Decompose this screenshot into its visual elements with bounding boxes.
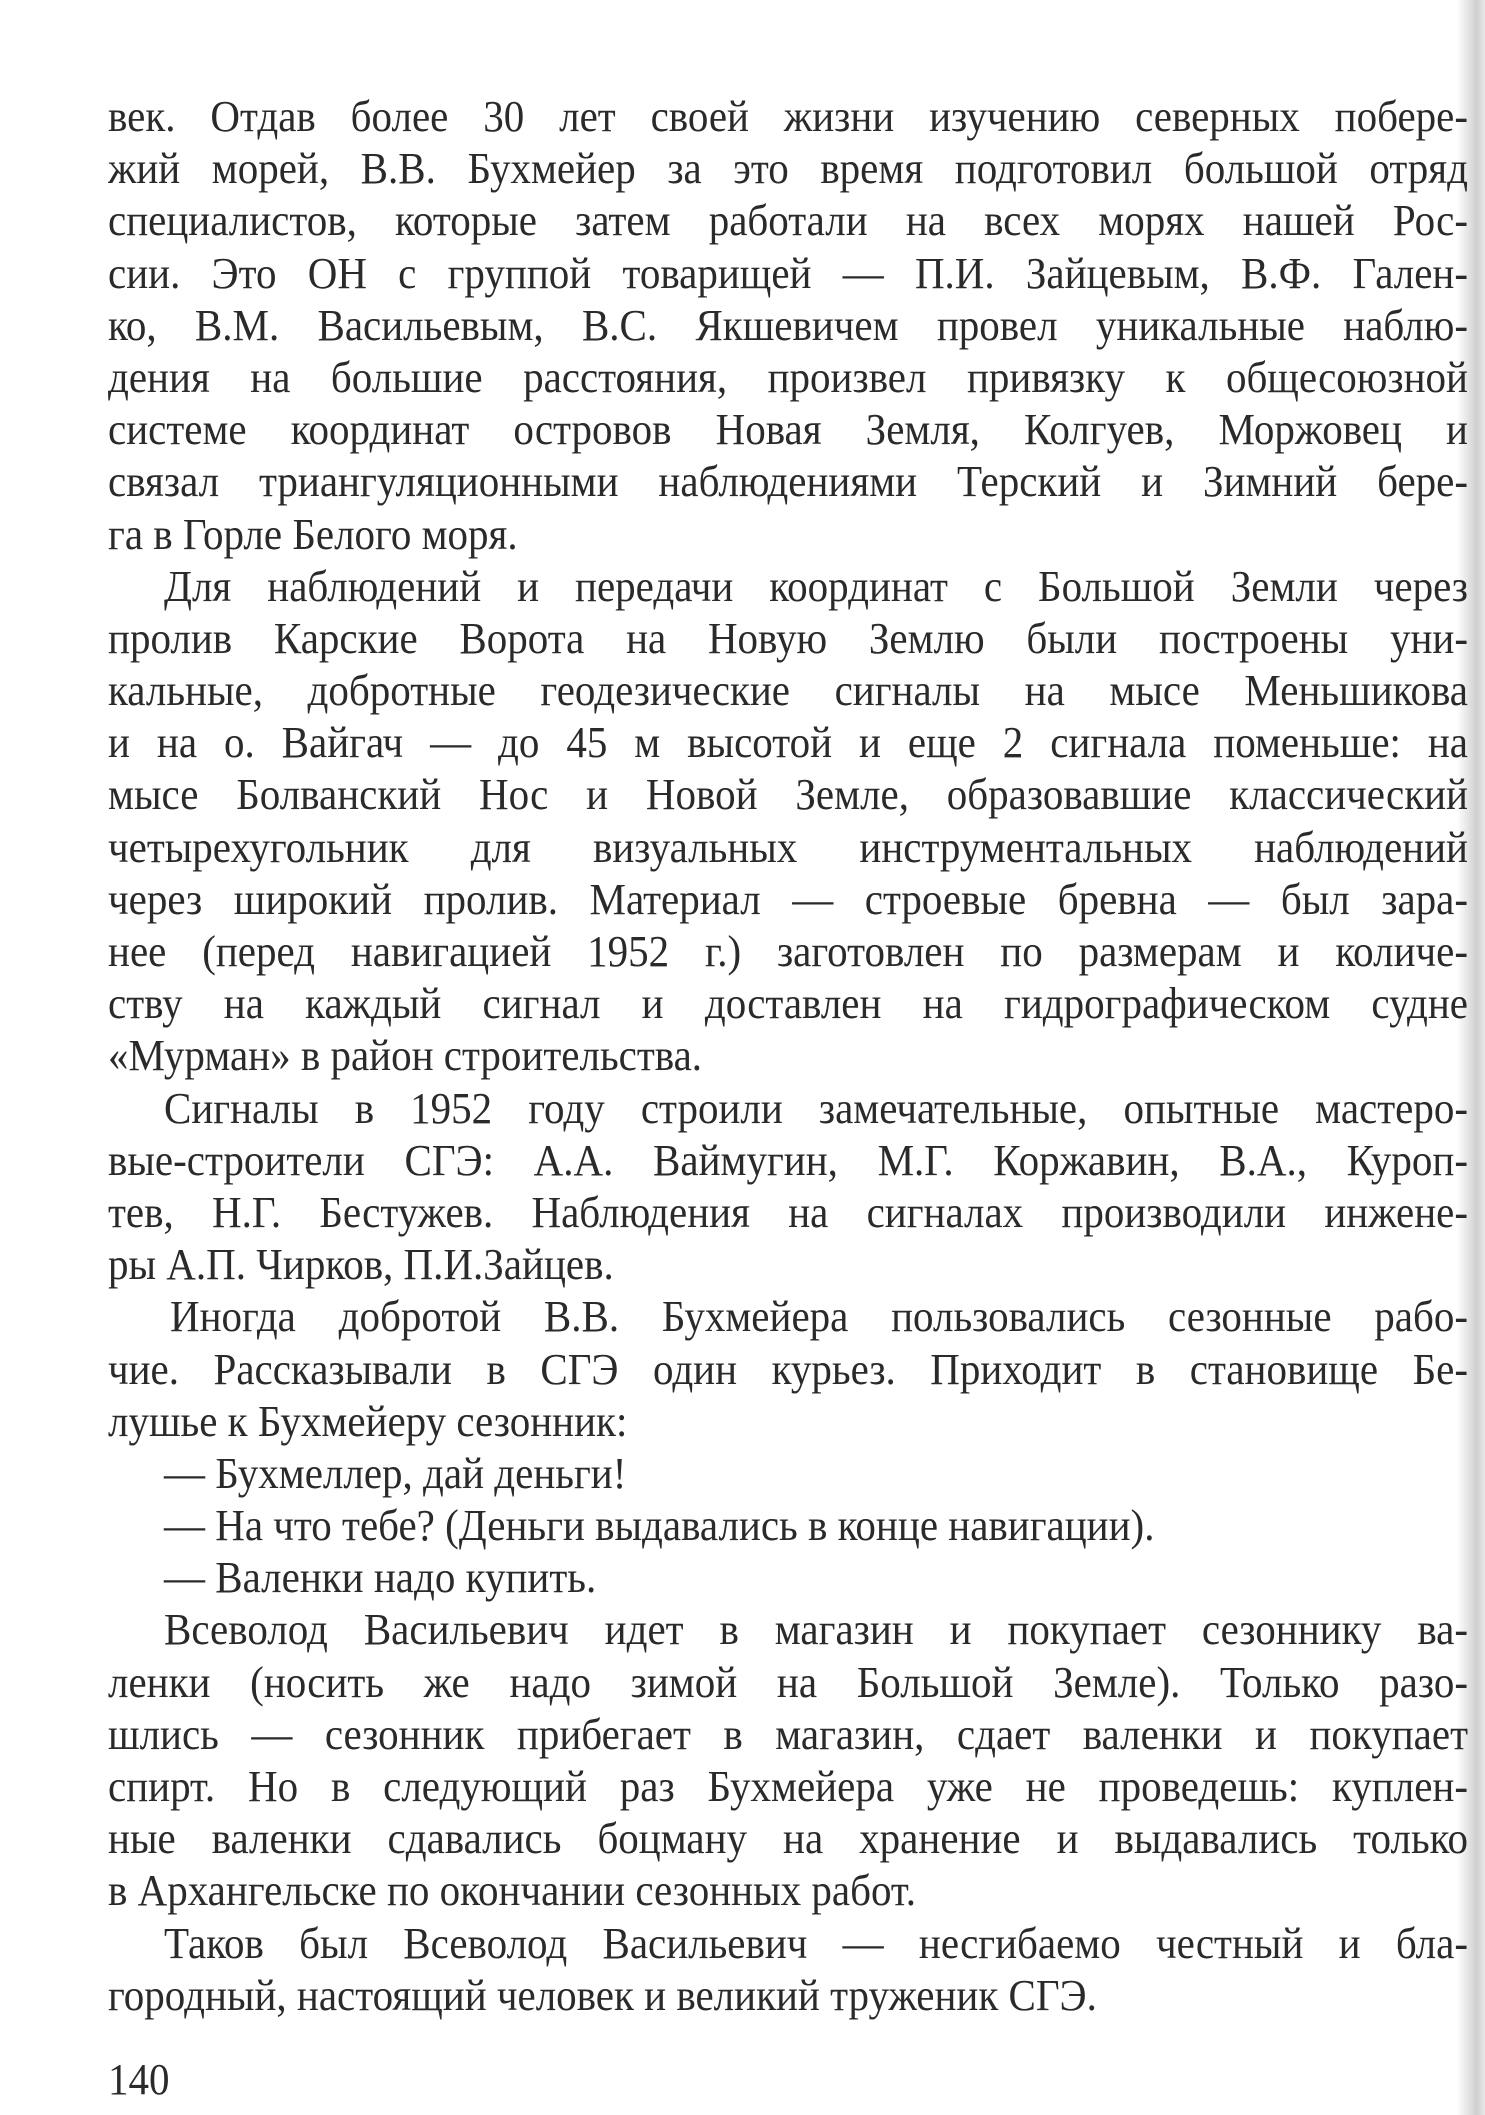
text-line: пролив Карские Ворота на Новую Землю были построены уни- <box>108 613 1468 663</box>
text-line: Сигналы в 1952 году строили замечательные, опытные мастеро- <box>164 1082 1468 1133</box>
text-line: спирт. Но в следующий раз Бухмейера уже не проведешь: куплен- <box>108 1761 1468 1811</box>
text-line: городный, настоящий человек и великий труженик СГЭ. <box>108 1969 1097 2020</box>
text-line: четырехугольник для визуальных инструментальных наблюдений <box>108 821 1468 872</box>
text-line: и на о. Вайгач — до 45 м высотой и еще 2 сигнала поменьше: на <box>108 717 1468 768</box>
text-line: Таков был Всеволод Васильевич — несгибаемо честный и бла- <box>164 1917 1468 1968</box>
text-line: ству на каждый сигнал и доставлен на гидрографическом судне <box>108 978 1468 1029</box>
text-line: ры А.П. Чирков, П.И.Зайцев. <box>108 1239 614 1289</box>
text-line: Всеволод Васильевич идет в магазин и покупает сезоннику ва- <box>164 1604 1468 1655</box>
text-line: га в Горле Белого моря. <box>108 508 518 559</box>
text-line: — Валенки надо купить. <box>164 1552 597 1603</box>
text-line: — На что тебе? (Деньги выдавались в конце навигации). <box>164 1500 1155 1550</box>
text-line: жий морей, В.В. Бухмейер за это время подготовил большой отряд <box>108 143 1468 194</box>
text-line: нее (перед навигацией 1952 г.) заготовлен по размерам и количе- <box>108 926 1468 976</box>
text-line: связал триангуляционными наблюдениями Терский и Зимний бере- <box>108 456 1468 507</box>
page-number: 140 <box>108 2054 170 2104</box>
text-line: сии. Это ОН с группой товарищей — П.И. Зайцевым, В.Ф. Гален- <box>108 247 1468 298</box>
text-line: кальные, добротные геодезические сигналы на мысе Меньшикова <box>108 665 1468 715</box>
text-line: «Мурман» в район строительства. <box>108 1030 703 1081</box>
text-line: ко, В.М. Васильевым, В.С. Якшевичем провел уникальные наблю- <box>108 299 1468 350</box>
text-line: вые-строители СГЭ: А.А. Ваймугин, М.Г. Коржавин, В.А., Куроп- <box>108 1134 1468 1185</box>
text-line: мысе Болванский Нос и Новой Земле, образовавшие классический <box>108 769 1468 820</box>
body-text <box>108 90 1468 2021</box>
text-line: дения на большие расстояния, произвел привязку к общесоюзной <box>108 352 1468 402</box>
text-line: лушье к Бухмейеру сезонник: <box>108 1395 628 1446</box>
text-line: ленки (носить же надо зимой на Большой Земле). Только разо- <box>108 1656 1468 1707</box>
text-line: век. Отдав более 30 лет своей жизни изучению северных побере- <box>108 91 1468 141</box>
text-line: системе координат островов Новая Земля, Колгуев, Моржовец и <box>108 404 1468 454</box>
text-line: специалистов, которые затем работали на всех морях нашей Рос- <box>108 195 1468 246</box>
text-line: тев, Н.Г. Бестужев. Наблюдения на сигналах производили инжене- <box>108 1187 1468 1237</box>
text-line: Иногда добротой В.В. Бухмейера пользовались сезонные рабо- <box>170 1291 1468 1342</box>
text-line: ные валенки сдавались боцману на хранение и выдавались только <box>108 1813 1468 1864</box>
text-line: через широкий пролив. Материал — строевые бревна — был зара- <box>108 873 1468 924</box>
text-line: чие. Рассказывали в СГЭ один курьез. Приходит в становище Бе- <box>108 1343 1468 1394</box>
text-line: Для наблюдений и передачи координат с Большой Земли через <box>164 560 1468 611</box>
text-line: — Бухмеллер, дай деньги! <box>164 1448 627 1498</box>
text-line: в Архангельске по окончании сезонных работ. <box>108 1865 916 1916</box>
text-line: шлись — сезонник прибегает в магазин, сдает валенки и покупает <box>108 1708 1468 1759</box>
